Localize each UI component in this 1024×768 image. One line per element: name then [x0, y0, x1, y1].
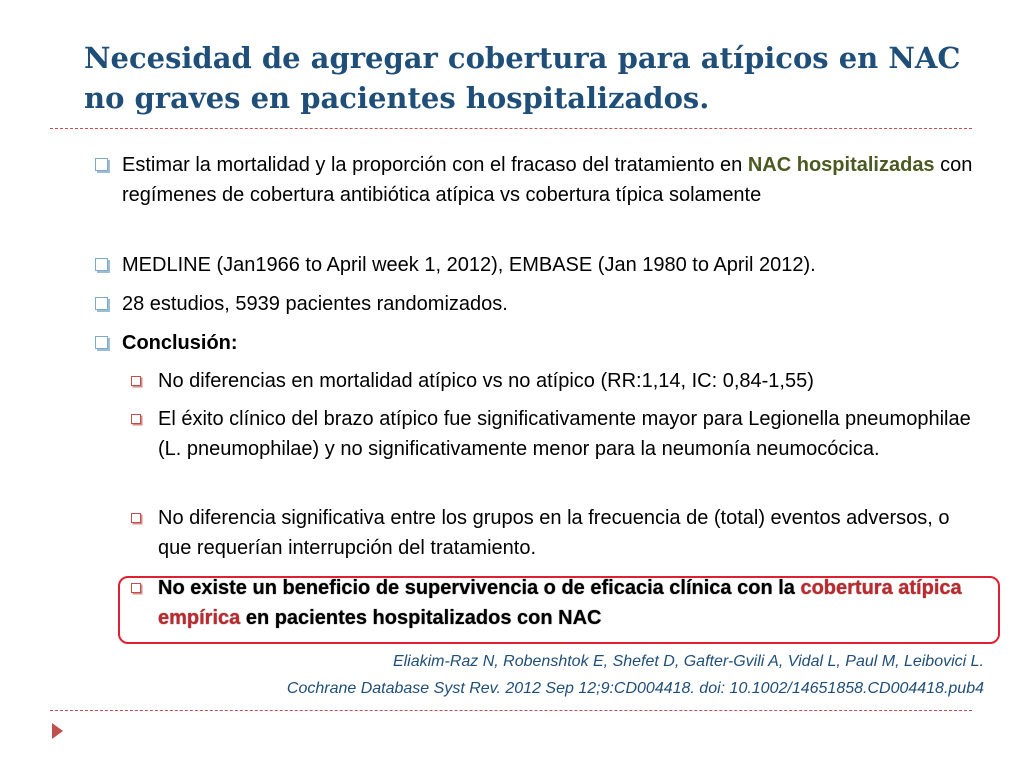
- key-finding-text-pre: No existe un beneficio de supervivencia o de eficacia clínica con la: [158, 577, 801, 599]
- sub-bullet-clinical-success: [158, 404, 988, 464]
- footer-divider: [50, 710, 972, 711]
- reference-authors: Eliakim-Raz N, Robenshtok E, Shefet D, Gafter-Gvili A, Vidal L, Paul M, Leibovici L.: [392, 653, 984, 670]
- slide-title: Necesidad de agregar cobertura para atípicos en NAC no graves en pacientes hospitalizados.: [84, 41, 961, 115]
- bullet-objective-text-post: con regímenes de cobertura antibiótica atípica vs cobertura típica solamente: [122, 154, 973, 206]
- small-square-bullet-icon: [131, 376, 141, 386]
- square-bullet-icon: [95, 258, 108, 271]
- key-finding-text-mid: en pacientes hospitalizados con: [240, 607, 559, 629]
- reference-citation: Cochrane Database Syst Rev. 2012 Sep 12;9:CD004418. doi: 10.1002/14651858.CD004418.pub4: [286, 680, 984, 697]
- square-bullet-icon: [95, 158, 108, 171]
- small-square-bullet-icon: [131, 513, 141, 523]
- bullet-databases-text: MEDLINE (Jan1966 to April week 1, 2012), EMBASE (Jan 1980 to April 2012).: [122, 254, 816, 276]
- key-finding-text-end: NAC: [558, 607, 602, 629]
- sub-bullet-mortality: [158, 366, 988, 396]
- bullet-studies: [122, 289, 992, 319]
- bullet-objective-text-pre: Estimar la mortalidad y la proporción con el fracaso del tratamiento en: [122, 154, 748, 176]
- sub-bullet-mortality-text: No diferencias en mortalidad atípico vs no atípico (RR:1,14, IC: 0,84-1,55): [158, 370, 814, 392]
- bullet-conclusion: [122, 328, 992, 358]
- bullet-conclusion-text: Conclusión:: [122, 332, 238, 354]
- small-square-bullet-icon: [131, 414, 141, 424]
- bullet-objective: [122, 150, 992, 210]
- sub-bullet-adverse-events: [158, 503, 988, 563]
- square-bullet-icon: [95, 336, 108, 349]
- sub-bullet-adverse-events-text: No diferencia significativa entre los grupos en la frecuencia de (total) eventos adversos, o que requerían interrupción del tratamiento.: [158, 507, 950, 559]
- bullet-objective-highlight: NAC hospitalizadas: [747, 154, 935, 176]
- sub-bullet-clinical-success-text: El éxito clínico del brazo atípico fue significativamente mayor para Legionella pneumophilae (L. pneumophilae) y no significativamente menor para la neumonía neumocócica.: [158, 408, 971, 460]
- next-slide-arrow-icon[interactable]: [52, 723, 63, 739]
- key-finding-highlight-box: [118, 576, 1000, 644]
- bullet-studies-text: 28 estudios, 5939 pacientes randomizados.: [122, 293, 508, 315]
- key-finding-red-text: cobertura atípica empírica: [158, 577, 962, 629]
- bullet-databases: [122, 250, 992, 280]
- square-bullet-icon: [95, 297, 108, 310]
